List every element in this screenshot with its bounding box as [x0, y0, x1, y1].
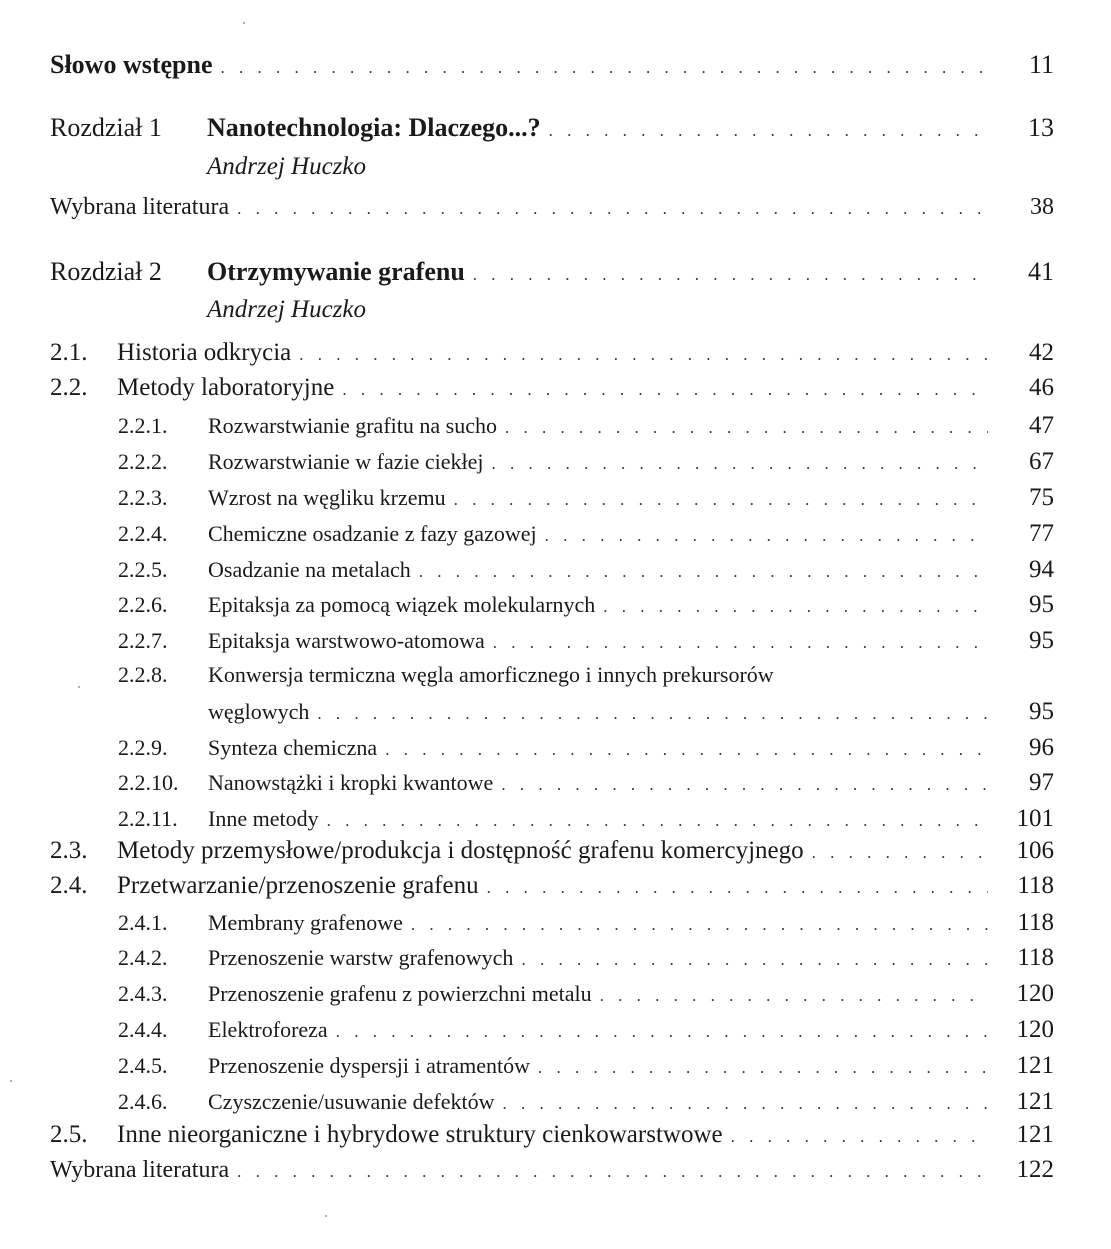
- dot-leader: [473, 265, 988, 285]
- dot-leader: [342, 380, 988, 400]
- toc-entry-chapter-1[interactable]: [50, 113, 1054, 143]
- entry-title: Otrzymywanie grafenu: [207, 257, 465, 286]
- toc-entry-literature-1[interactable]: [50, 194, 1054, 221]
- toc-entry-2-4-4[interactable]: [118, 1016, 1054, 1044]
- page-number: 106: [1016, 837, 1054, 864]
- dot-leader: [505, 418, 988, 438]
- entry-title: Nanowstążki i kropki kwantowe: [208, 770, 494, 795]
- section-number: 2.2.6.: [118, 592, 168, 617]
- toc-entry-chapter-2[interactable]: [50, 257, 1054, 287]
- section-number: 2.1.: [50, 339, 88, 366]
- scan-speck: [78, 686, 80, 688]
- dot-leader: [221, 58, 988, 78]
- page-number: 118: [1017, 909, 1054, 936]
- dot-leader: [237, 199, 988, 219]
- toc-entry-2-4-6[interactable]: [118, 1088, 1054, 1116]
- section-number: 2.5.: [50, 1121, 88, 1148]
- page-number: 47: [1029, 412, 1054, 439]
- dot-leader: [521, 950, 988, 970]
- entry-title: Rozwarstwianie grafitu na sucho: [208, 413, 497, 438]
- section-number: 2.4.1.: [118, 910, 168, 935]
- toc-entry-2-2-7[interactable]: [118, 627, 1054, 655]
- entry-title: Wybrana literatura: [50, 1157, 230, 1183]
- dot-leader: [237, 1162, 988, 1182]
- chapter-label: Rozdział 2: [50, 257, 162, 286]
- section-number: 2.2.5.: [118, 557, 168, 582]
- dot-leader: [600, 986, 988, 1006]
- entry-title: Przenoszenie warstw grafenowych: [208, 945, 514, 970]
- entry-title: Przetwarzanie/przenoszenie grafenu: [117, 872, 479, 899]
- chapter-author: Andrzej Huczko: [207, 296, 366, 323]
- entry-title: Synteza chemiczna: [208, 735, 378, 760]
- dot-leader: [501, 775, 988, 795]
- page-number: 121: [1016, 1121, 1054, 1148]
- chapter-label: Rozdział 1: [50, 113, 162, 142]
- dot-leader: [317, 704, 988, 724]
- page-number: 42: [1029, 339, 1054, 366]
- page-number: 67: [1029, 448, 1054, 475]
- toc-entry-2-4[interactable]: [50, 872, 1054, 900]
- section-number: 2.2.: [50, 374, 88, 401]
- dot-leader: [327, 811, 988, 831]
- page-number: 94: [1029, 556, 1054, 583]
- section-number: 2.2.8.: [118, 662, 168, 687]
- dot-leader: [503, 1094, 989, 1114]
- page-number: 121: [1016, 1088, 1054, 1115]
- section-number: 2.4.6.: [118, 1089, 168, 1114]
- toc-entry-2-2-3[interactable]: [118, 484, 1054, 512]
- page-number: 122: [1016, 1156, 1054, 1183]
- section-number: 2.3.: [50, 837, 88, 864]
- dot-leader: [411, 915, 988, 935]
- entry-title: Epitaksja warstwowo-atomowa: [208, 628, 485, 653]
- entry-title: Przenoszenie grafenu z powierzchni metalu: [208, 981, 592, 1006]
- entry-title: Inne nieorganiczne i hybrydowe struktury cienkowarstwowe: [117, 1121, 723, 1148]
- entry-title: Metody przemysłowe/produkcja i dostępność grafenu komercyjnego: [117, 837, 804, 864]
- page-number: 97: [1029, 769, 1054, 796]
- scan-speck: [243, 22, 245, 24]
- dot-leader: [385, 740, 988, 760]
- page-number: 77: [1029, 520, 1054, 547]
- page-number: 121: [1016, 1052, 1054, 1079]
- toc-entry-2-2-11[interactable]: [118, 805, 1054, 833]
- toc-entry-2-5[interactable]: [50, 1121, 1054, 1149]
- toc-entry-2-1[interactable]: [50, 339, 1054, 367]
- toc-entry-2-4-1[interactable]: [118, 909, 1054, 937]
- entry-title: Nanotechnologia: Dlaczego...?: [207, 113, 541, 142]
- scan-speck: [10, 1080, 12, 1082]
- page-number: 46: [1029, 374, 1054, 401]
- section-number: 2.2.3.: [118, 485, 168, 510]
- entry-title: Epitaksja za pomocą wiązek molekularnych: [208, 592, 596, 617]
- toc-entry-2-4-5[interactable]: [118, 1052, 1054, 1080]
- toc-entry-2-2-10[interactable]: [118, 769, 1054, 797]
- toc-entry-2-2-4[interactable]: [118, 520, 1054, 548]
- entry-title: Metody laboratoryjne: [117, 374, 335, 401]
- section-number: 2.2.4.: [118, 521, 168, 546]
- entry-title: Inne metody: [208, 806, 319, 831]
- toc-entry-2-4-3[interactable]: [118, 980, 1054, 1008]
- toc-entry-2-2-2[interactable]: [118, 448, 1054, 476]
- toc-entry-2-2-1[interactable]: [118, 412, 1054, 440]
- entry-title: Osadzanie na metalach: [208, 557, 411, 582]
- entry-title: Wzrost na węgliku krzemu: [208, 485, 446, 510]
- page-number: 75: [1029, 484, 1054, 511]
- entry-title: Konwersja termiczna węgla amorficznego i innych prekursorów: [208, 662, 774, 687]
- entry-title: Wybrana literatura: [50, 194, 230, 220]
- dot-leader: [493, 633, 988, 653]
- toc-entry-2-2-5[interactable]: [118, 556, 1054, 584]
- toc-entry-preface[interactable]: [50, 50, 1054, 80]
- page-number: 11: [1028, 50, 1054, 79]
- dot-leader: [419, 562, 988, 582]
- scan-speck: [325, 1215, 327, 1217]
- entry-title: Chemiczne osadzanie z fazy gazowej: [208, 521, 537, 546]
- dot-leader: [336, 1022, 988, 1042]
- section-number: 2.2.7.: [118, 628, 168, 653]
- dot-leader: [549, 121, 988, 141]
- section-number: 2.2.11.: [118, 806, 178, 831]
- section-number: 2.4.3.: [118, 981, 168, 1006]
- page-number: 38: [1030, 194, 1054, 220]
- dot-leader: [812, 843, 988, 863]
- page-number: 95: [1029, 627, 1054, 654]
- section-number: 2.2.10.: [118, 770, 179, 795]
- page-number: 41: [1028, 257, 1054, 286]
- section-number: 2.4.2.: [118, 945, 168, 970]
- entry-title: Membrany grafenowe: [208, 910, 403, 935]
- page-number: 118: [1017, 872, 1054, 899]
- page-number: 101: [1016, 805, 1054, 832]
- toc-entry-2-3[interactable]: [50, 837, 1054, 865]
- section-number: 2.4.4.: [118, 1017, 168, 1042]
- dot-leader: [545, 526, 988, 546]
- entry-title: Przenoszenie dyspersji i atramentów: [208, 1053, 530, 1078]
- page-number: 96: [1029, 734, 1054, 761]
- chapter-author: Andrzej Huczko: [207, 153, 366, 180]
- page-number: 118: [1017, 944, 1054, 971]
- dot-leader: [491, 454, 988, 474]
- toc-entry-2-2-6[interactable]: [118, 591, 1054, 619]
- dot-leader: [454, 490, 988, 510]
- entry-title: Elektroforeza: [208, 1017, 328, 1042]
- toc-entry-2-2-8[interactable]: [118, 662, 1054, 688]
- page-number: 120: [1016, 1016, 1054, 1043]
- entry-title-continuation: węglowych: [208, 699, 310, 724]
- entry-title: Historia odkrycia: [117, 339, 292, 366]
- toc-entry-literature-2[interactable]: [50, 1156, 1054, 1184]
- entry-title: Rozwarstwianie w fazie ciekłej: [208, 449, 484, 474]
- toc-entry-2-2-8-continuation[interactable]: [208, 698, 1054, 726]
- entry-title: Czyszczenie/usuwanie defektów: [208, 1089, 495, 1114]
- page-number: 95: [1029, 591, 1054, 618]
- dot-leader: [538, 1058, 988, 1078]
- dot-leader: [299, 345, 988, 365]
- entry-title: Słowo wstępne: [50, 50, 213, 79]
- section-number: 2.2.2.: [118, 449, 168, 474]
- section-number: 2.4.: [50, 872, 88, 899]
- page-number: 120: [1016, 980, 1054, 1007]
- section-number: 2.4.5.: [118, 1053, 168, 1078]
- toc-entry-2-4-2[interactable]: [118, 944, 1054, 972]
- page-number: 95: [1029, 698, 1054, 725]
- section-number: 2.2.9.: [118, 735, 168, 760]
- dot-leader: [731, 1127, 988, 1147]
- toc-entry-2-2-9[interactable]: [118, 734, 1054, 762]
- page-number: 13: [1028, 113, 1054, 142]
- toc-entry-2-2[interactable]: [50, 374, 1054, 402]
- dot-leader: [487, 878, 988, 898]
- section-number: 2.2.1.: [118, 413, 168, 438]
- dot-leader: [603, 597, 988, 617]
